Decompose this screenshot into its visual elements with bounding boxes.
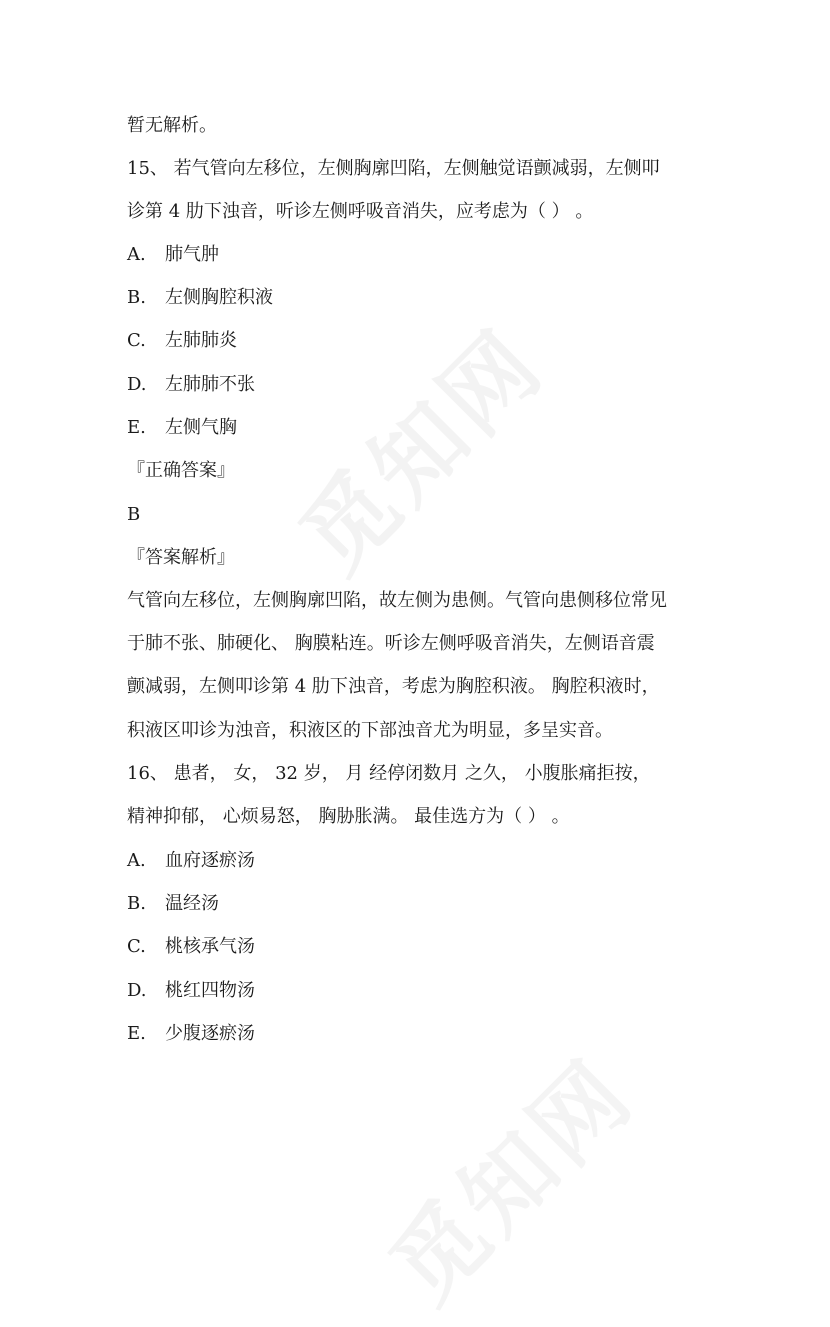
option-text: 桃红四物汤 bbox=[165, 980, 255, 1001]
option-letter: D. bbox=[127, 374, 147, 395]
correct-answer: B bbox=[127, 504, 141, 525]
analysis-line: 气管向左移位，左侧胸廓凹陷，故左侧为患侧。气管向患侧移位常见 bbox=[127, 590, 667, 611]
question-16-stem-line: 16、 患者， 女， 32 岁， 月 经停闭数月 之久， 小腹胀痛拒按， bbox=[127, 763, 651, 784]
question-15-option-e bbox=[127, 416, 717, 440]
analysis-line: 于肺不张、肺硬化、 胸膜粘连。听诊左侧呼吸音消失，左侧语音震 bbox=[127, 633, 655, 654]
answer-heading: 『正确答案』 bbox=[127, 460, 235, 481]
option-letter: A. bbox=[127, 850, 146, 871]
option-text: 左肺肺不张 bbox=[165, 374, 255, 395]
question-15-option-c bbox=[127, 329, 717, 353]
question-15-option-b bbox=[127, 286, 717, 310]
option-text: 桃核承气汤 bbox=[165, 936, 255, 957]
question-15-stem-line: 诊第 4 肋下浊音，听诊左侧呼吸音消失，应考虑为（ ） 。 bbox=[127, 201, 594, 222]
option-letter: B. bbox=[127, 287, 146, 308]
watermark bbox=[356, 1025, 657, 1326]
prev-analysis-text: 暂无解析。 bbox=[127, 115, 217, 136]
question-16-option-c bbox=[127, 935, 717, 959]
analysis-heading: 『答案解析』 bbox=[127, 547, 235, 568]
option-letter: B. bbox=[127, 893, 146, 914]
option-letter: E. bbox=[127, 417, 146, 438]
option-letter: E. bbox=[127, 1023, 146, 1044]
analysis-line: 积液区叩诊为浊音，积液区的下部浊音尤为明显，多呈实音。 bbox=[127, 720, 613, 741]
question-15-option-a bbox=[127, 243, 717, 267]
analysis-line: 颤减弱，左侧叩诊第 4 肋下浊音，考虑为胸腔积液。 胸腔积液时， bbox=[127, 676, 660, 697]
question-15-option-d bbox=[127, 373, 717, 397]
option-letter: A. bbox=[127, 244, 146, 265]
option-text: 温经汤 bbox=[165, 893, 219, 914]
question-16-stem-line: 精神抑郁， 心烦易怒， 胸胁胀满。 最佳选方为（ ） 。 bbox=[127, 806, 570, 827]
option-letter: C. bbox=[127, 936, 146, 957]
option-text: 左侧胸腔积液 bbox=[165, 287, 273, 308]
option-text: 左肺肺炎 bbox=[165, 330, 237, 351]
option-text: 少腹逐瘀汤 bbox=[165, 1023, 255, 1044]
option-text: 肺气肿 bbox=[165, 244, 219, 265]
question-16-option-b bbox=[127, 892, 717, 916]
question-15-stem-line: 15、 若气管向左移位，左侧胸廓凹陷，左侧触觉语颤减弱，左侧叩 bbox=[127, 158, 660, 179]
option-letter: D. bbox=[127, 980, 147, 1001]
question-16-option-d bbox=[127, 979, 717, 1003]
question-16-option-e bbox=[127, 1022, 717, 1046]
option-letter: C. bbox=[127, 330, 146, 351]
question-16-option-a bbox=[127, 849, 717, 873]
option-text: 血府逐瘀汤 bbox=[165, 850, 255, 871]
option-text: 左侧气胸 bbox=[165, 417, 237, 438]
